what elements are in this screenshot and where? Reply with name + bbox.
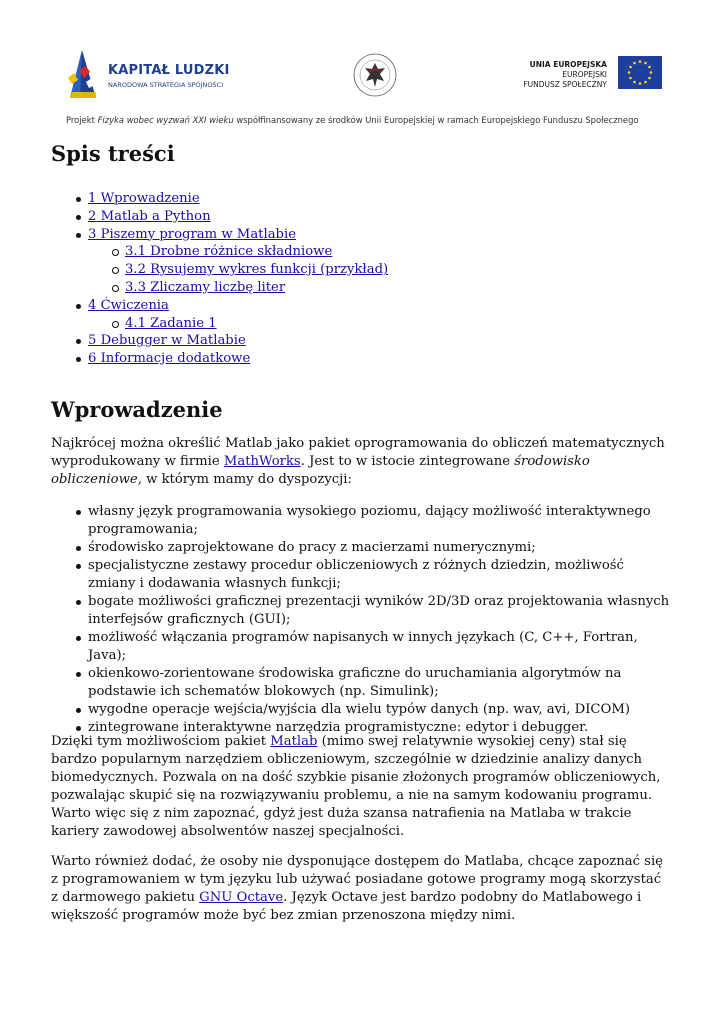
intro-p2-text-b: (mimo swej relatywnie wysokiej ceny) stał się bardzo popularnym narzędziem obliczeniowym, szczególnie w dziedzinie analizy danych biomedycznych. Pozwala on na dość szybkie pisanie złożonych programów obliczeniowych, pozwalając skupić się na rozwiązywaniu problemu, a nie na samym kodowaniu programu. Warto więc się z nim zapoznać, gdyż jest duża szansa natrafienia na Matlaba w trakcie kariery zawodowej absolwentów naszej specjalności. (51, 734, 661, 839)
intro-p3-text-b: . Język Octave jest bardzo podobny do Matlabowego i większość programów może być bez zmian przenoszona między nimi. (51, 890, 642, 923)
toc-subitem (51, 315, 388, 333)
eu-logo-line3: FUNDUSZ SPOŁECZNY (523, 80, 607, 89)
table-of-contents (51, 190, 388, 368)
toc-item (51, 190, 388, 208)
list-item: okienkowo-zorientowane środowiska graficzne do uruchamiania algorytmów na podstawie ich schematów blokowych (np. Simulink); (51, 665, 671, 701)
intro-p3-text-a: Warto również dodać, że osoby nie dysponujące dostępem do Matlaba, chcące zapoznać się z programowaniem w tym języku lub używać posiadane gotowe programy mogą skorzystać z darmowego pakietu (51, 854, 663, 905)
matlab-link[interactable]: Matlab (270, 734, 318, 749)
gnu-octave-link[interactable]: GNU Octave (199, 890, 284, 905)
mathworks-link[interactable]: MathWorks (223, 454, 301, 469)
toc-subitem (51, 243, 388, 261)
intro-p2-text-a: Dzięki tym możliwościom pakiet (51, 734, 271, 749)
toc-link-debugger[interactable]: 5 Debugger w Matlabie (88, 333, 246, 349)
toc-link-informacje-dodatkowe[interactable]: 6 Informacje dodatkowe (88, 351, 251, 367)
toc-link-zadanie-1[interactable]: 4.1 Zadanie 1 (125, 315, 217, 331)
toc-item (51, 226, 388, 244)
university-seal-icon (352, 50, 398, 100)
list-item: bogate możliwości graficznej prezentacji wyników 2D/3D oraz projektowania własnych interfejsów graficznych (GUI); (51, 593, 671, 629)
intro-p1-text-c: , w którym mamy do dyspozycji: (137, 472, 352, 487)
toc-link-wprowadzenie[interactable]: 1 Wprowadzenie (88, 191, 200, 206)
intro-p1-text-a: Najkrócej można określić Matlab jako pakiet oprogramowania do obliczeń matematycznych wyprodukowany w firmie (51, 436, 665, 469)
feature-list (51, 503, 671, 737)
intro-p1-text-b: . Jest to w istocie zintegrowane (300, 454, 515, 469)
project-funding-line (66, 115, 666, 125)
eu-logo-line2: EUROPEJSKI (562, 70, 607, 79)
toc-subitem (51, 261, 388, 279)
eu-flag-icon (618, 56, 662, 89)
toc-link-matlab-python[interactable]: 2 Matlab a Python (88, 208, 211, 224)
kapital-ludzki-mark-icon (66, 48, 100, 100)
toc-link-piszemy-program[interactable]: 3 Piszemy program w Matlabie (88, 226, 297, 242)
eu-logo (515, 52, 665, 98)
toc-link-zliczamy-liczbe-liter[interactable]: 3.3 Zliczamy liczbę liter (125, 279, 286, 295)
toc-item (51, 350, 388, 368)
toc-item (51, 297, 388, 315)
intro-paragraph-3 (51, 853, 671, 925)
toc-item (51, 208, 388, 226)
project-suffix: współfinansowany ze środków Unii Europejskiej w ramach Europejskiego Funduszu Społecznego (233, 115, 639, 125)
list-item: wygodne operacje wejścia/wyjścia dla wielu typów danych (np. wav, avi, DICOM) (51, 701, 671, 719)
toc-item (51, 332, 388, 350)
kapital-ludzki-subtitle: NARODOWA STRATEGIA SPÓJNOŚCI (108, 81, 224, 89)
project-prefix: Projekt (66, 115, 98, 125)
section-title-wprowadzenie: Wprowadzenie (51, 397, 223, 422)
toc-title: Spis treści (51, 141, 175, 166)
list-item: zintegrowane interaktywne narzędzia programistyczne: edytor i debugger. (51, 719, 671, 737)
list-item: własny język programowania wysokiego poziomu, dający możliwość interaktywnego programowania; (51, 503, 671, 539)
toc-link-cwiczenia[interactable]: 4 Ćwiczenia (88, 297, 169, 313)
eu-logo-line1: UNIA EUROPEJSKA (529, 60, 607, 69)
intro-paragraph-1 (51, 435, 671, 489)
toc-subitem (51, 279, 388, 297)
eu-logo-text (523, 60, 607, 90)
intro-paragraph-2 (51, 733, 671, 841)
list-item: środowisko zaprojektowane do pracy z macierzami numerycznymi; (51, 539, 671, 557)
kapital-ludzki-title: KAPITAŁ LUDZKI (108, 63, 230, 78)
intro-p1-emphasis: środowisko obliczeniowe (51, 454, 590, 487)
toc-link-rysujemy-wykres[interactable]: 3.2 Rysujemy wykres funkcji (przykład) (125, 262, 389, 278)
list-item: specjalistyczne zestawy procedur obliczeniowych z różnych dziedzin, możliwość zmiany i dodawania własnych funkcji; (51, 557, 671, 593)
list-item: możliwość włączania programów napisanych w innych językach (C, C++, Fortran, Java); (51, 629, 671, 665)
toc-link-drobne-roznice[interactable]: 3.1 Drobne różnice składniowe (125, 244, 333, 260)
project-name: Fizyka wobec wyzwań XXI wieku (97, 115, 234, 125)
kapital-ludzki-logo (66, 48, 246, 104)
